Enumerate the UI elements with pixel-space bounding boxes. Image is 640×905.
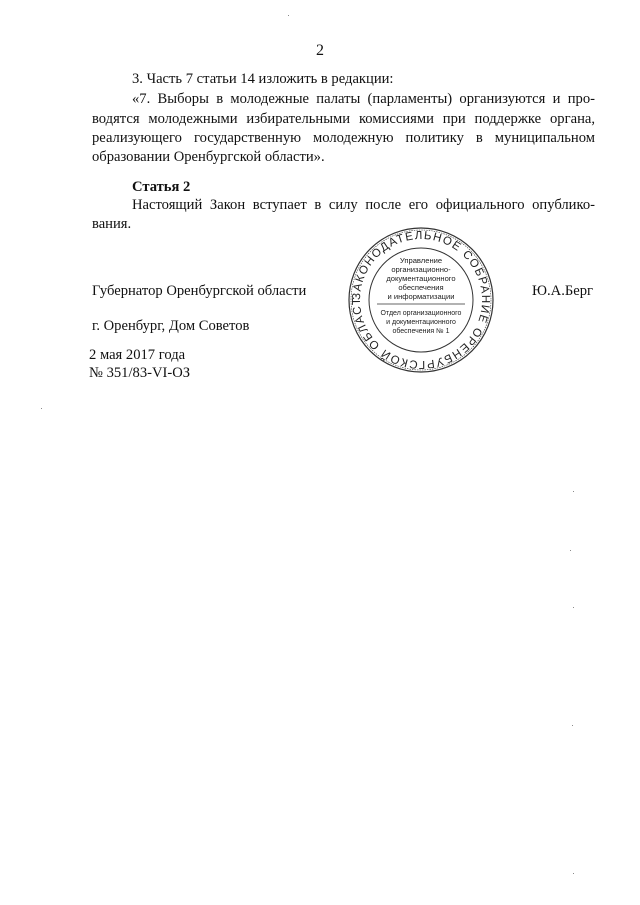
seal-inner-line3: документационного bbox=[386, 274, 456, 283]
article2-title: Статья 2 bbox=[132, 179, 191, 195]
item3-quote-line1: «7. Выборы в молодежные палаты (парламенты) организуются и про- bbox=[132, 91, 595, 107]
scan-speck bbox=[570, 550, 571, 551]
scan-speck bbox=[288, 15, 289, 16]
item3-quote-line3: реализующего государственную молодежную политику в муниципальном bbox=[92, 130, 595, 146]
law-number: № 351/83-VI-ОЗ bbox=[89, 365, 191, 381]
item3-heading: 3. Часть 7 статьи 14 изложить в редакции: bbox=[132, 71, 394, 87]
seal-inner-line7: и документационного bbox=[386, 319, 456, 326]
governor-position: Губернатор Оренбургской области bbox=[92, 283, 307, 299]
signing-place: г. Оренбург, Дом Советов bbox=[92, 318, 250, 334]
seal-graphic bbox=[347, 226, 495, 374]
seal-inner-line6: Отдел организационного bbox=[380, 310, 462, 317]
item3-quote-line4: образовании Оренбургской области». bbox=[92, 149, 325, 165]
official-seal-stamp bbox=[347, 226, 495, 374]
seal-ring-text: ЗАКОНОДАТЕЛЬНОЕ СОБРАНИЕ ОРЕНБУРГСКОЙ ОБЛАСТ bbox=[350, 229, 492, 371]
seal-inner-line2: организационно- bbox=[391, 265, 451, 274]
page-number: 2 bbox=[316, 42, 324, 59]
article2-line1: Настоящий Закон вступает в силу после его официального опублико- bbox=[132, 197, 595, 213]
scan-speck bbox=[573, 491, 574, 492]
governor-name: Ю.А.Берг bbox=[532, 283, 593, 299]
scan-speck bbox=[573, 873, 574, 874]
seal-inner-line5: и информатизации bbox=[387, 292, 455, 301]
scan-speck bbox=[572, 725, 573, 726]
scan-speck bbox=[41, 408, 42, 409]
item3-quote-line2: водятся молодежными избирательными комиссиями при поддержке органа, bbox=[92, 111, 595, 127]
seal-inner-line4: обеспечения bbox=[398, 283, 444, 292]
seal-inner-line1: Управление bbox=[399, 256, 443, 265]
law-date: 2 мая 2017 года bbox=[89, 347, 186, 363]
scan-speck bbox=[573, 607, 574, 608]
article2-line2: вания. bbox=[92, 216, 132, 232]
seal-inner-line8: обеспечения № 1 bbox=[392, 328, 450, 335]
